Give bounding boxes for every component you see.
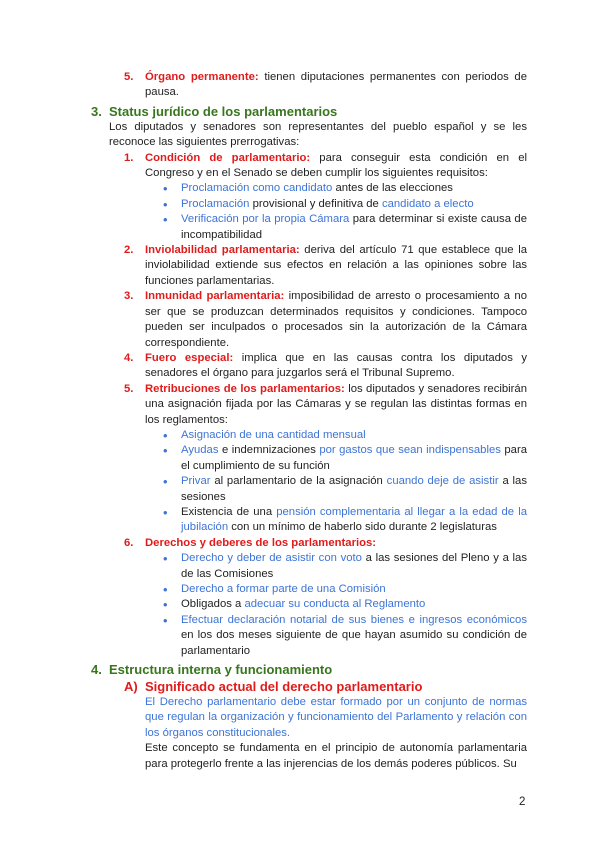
text-run: Estructura interna y funcionamiento [109,662,333,678]
highlight-text: El Derecho parlamentario debe estar formado por un conjunto de normas que regulan la organización y funcionamiento del Parlamento y relación con los órganos constitucionales. [145,696,527,739]
text-run: con un mínimo de haberlo sido durante 2 legislaturas [228,521,497,534]
highlight-text: candidato a electo [381,197,474,210]
text-run: para determinar si existe causa de incompatibilidad [181,213,528,241]
item-number: A) [124,679,138,695]
page-number: 2 [519,796,526,808]
bullet-icon: • [163,597,168,613]
text-run: Existencia de una [181,505,277,518]
highlight-text: Verificación por la propia Cámara [181,213,350,226]
term-label: Inmunidad parlamentaria: [145,290,285,303]
bullet-icon: • [163,212,168,228]
bullet-icon: • [163,443,168,459]
bullet-item [0,613,527,659]
bullet-icon: • [163,474,168,490]
term-label: Derechos y deberes de los parlamentarios: [145,536,377,549]
bullet-item [0,597,527,612]
paragraph [0,695,527,741]
term-label: Órgano permanente: [145,71,259,83]
term-label: Condición de parlamentario: [145,151,311,164]
numbered-item [0,70,527,101]
bullet-item [0,428,527,443]
item-number: 4. [91,662,102,678]
bullet-item [0,582,527,597]
term-label: Fuero especial: [145,351,234,364]
highlight-text: Efectuar declaración notarial de sus bienes e ingresos económicos [181,613,527,626]
bullet-item [0,212,527,243]
subsection-heading [0,678,527,695]
text-run: Status jurídico de los parlamentarios [109,103,338,119]
term-label: Inviolabilidad parlamentaria: [145,244,300,257]
text-run: Este concepto se fundamenta en el principio de autonomía parlamentaria para protegerlo frente a las injerencias de los demás poderes públicos. Su [145,742,527,770]
bullet-icon: • [163,504,168,520]
item-number: 5. [124,382,134,395]
text-run: deriva del artículo 71 que establece que la inviolabilidad extiende sus efectos en relación a las opiniones sobre las funciones parlamentarias. [145,244,527,287]
bullet-item [0,197,527,212]
bullet-icon: • [163,181,168,197]
numbered-item [0,151,527,182]
bullet-item [0,474,527,505]
text-run: provisional y definitiva de [249,197,382,210]
text-run: para el cumplimiento de su función [181,444,527,472]
document-body [0,70,600,772]
item-number: 6. [124,536,134,549]
numbered-item [0,243,527,289]
term-label: Significado actual del derecho parlamentario [145,679,423,695]
item-number: 3. [124,290,134,303]
bullet-item [0,505,527,536]
highlight-text: adecuar su conducta al Reglamento [244,598,426,611]
highlight-text: Asignación de una cantidad mensual [181,428,366,441]
bullet-icon: • [163,612,168,628]
highlight-text: Proclamación [181,197,250,210]
text-run: en los dos meses siguiente de que hayan asumido su condición de parlamentario [181,629,527,657]
item-number: 3. [91,103,102,119]
numbered-item [0,289,527,351]
numbered-item [0,382,527,428]
bullet-item [0,181,527,196]
text-run: los diputados y senadores recibirán una asignación fijada por las Cámaras y se regulan las distintas formas en los reglamentos: [145,382,527,426]
section-heading [0,103,527,120]
bullet-icon: • [163,427,168,443]
text-run: a las sesiones del Pleno y a las de las Comisiones [181,552,527,580]
item-number: 1. [124,151,134,164]
highlight-text: cuando deje de asistir [386,475,499,488]
bullet-icon: • [163,582,168,597]
text-run: Los diputados y senadores son representantes del pueblo español y se les reconoce las siguientes prerrogativas: [109,120,527,149]
text-run: Obligados a [181,598,245,611]
text-run: para conseguir esta condición en el Congreso y en el Senado se deben cumplir los siguientes requisitos: [145,151,527,180]
text-run: e indemnizaciones [218,444,320,457]
bullet-icon: • [163,196,168,212]
numbered-item [0,351,527,382]
text-run: implica que en las causas contra los diputados y senadores el órgano para juzgarlos será el Tribunal Supremo. [145,351,527,380]
text-run: imposibilidad de arresto o procesamiento a no ser que se produzcan determinados requisitos y condiciones. Tampoco pueden ser inculpados o procesados sin la autorización de la Cámara correspondiente. [145,290,527,349]
highlight-text: por gastos que sean indispensables [319,444,501,457]
item-number: 5. [124,71,134,83]
text-run: tienen diputaciones permanentes con periodos de pausa. [145,71,527,99]
text-run: al parlamentario de la asignación [210,475,387,488]
item-number: 4. [124,351,134,364]
highlight-text: Proclamación como candidato [181,182,333,195]
paragraph [0,120,527,151]
section-heading [0,661,527,678]
text-run: antes de las elecciones [332,182,453,195]
bullet-item [0,443,527,474]
item-number: 2. [124,244,134,257]
bullet-item [0,551,527,582]
term-label: Retribuciones de los parlamentarios: [145,382,345,395]
highlight-text: Derecho a formar parte de una Comisión [181,583,386,595]
text-run: a las sesiones [181,475,527,503]
numbered-item [0,536,527,551]
highlight-text: Privar [181,475,211,488]
paragraph [0,741,527,772]
highlight-text: Derecho y deber de asistir con voto [181,552,362,565]
bullet-icon: • [163,551,168,567]
highlight-text: Ayudas [181,444,219,457]
highlight-text: pensión complementaria al llegar a la edad de la jubilación [181,505,527,534]
